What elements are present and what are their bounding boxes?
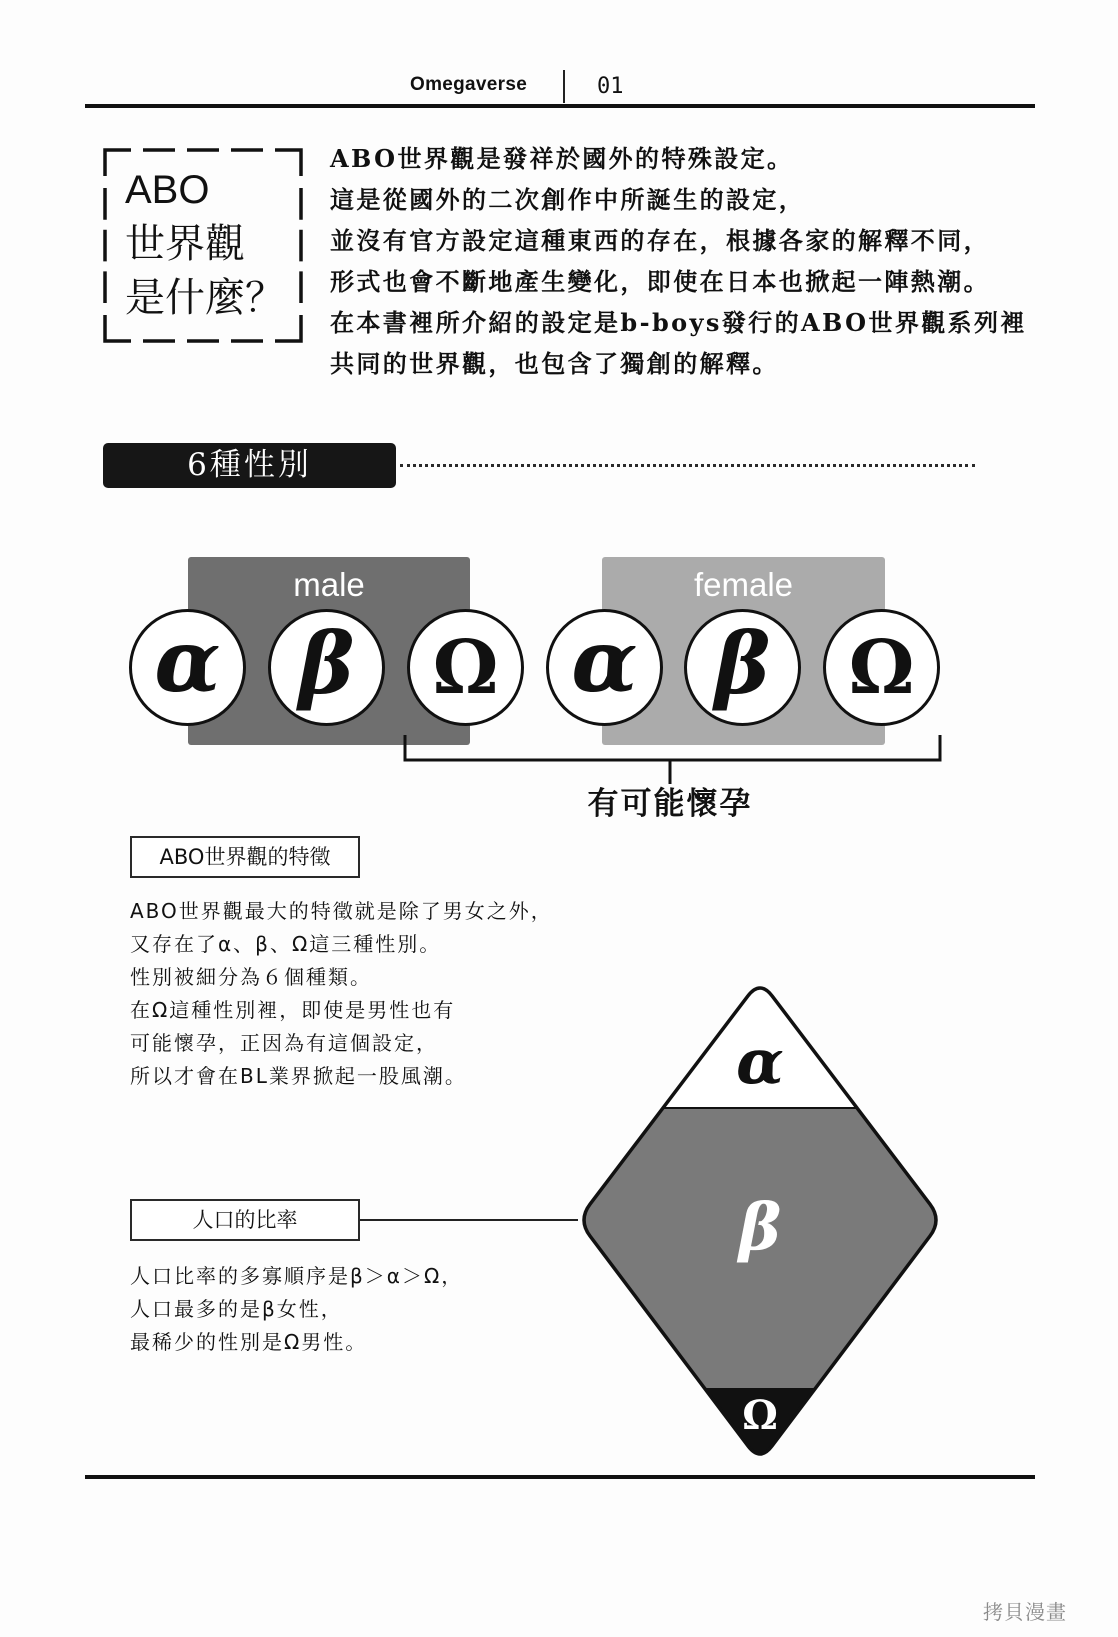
omega-symbol: Ω	[848, 624, 915, 711]
male-beta-circle	[268, 609, 385, 726]
intro-title	[125, 163, 285, 325]
features-line: 性別被細分為６個種類。	[130, 965, 372, 989]
population-label-box	[130, 1199, 360, 1241]
footer-rule	[85, 1475, 1035, 1479]
diamond-beta-label: β	[738, 1190, 782, 1265]
population-connector-line	[360, 1219, 578, 1221]
population-line: 人口比率的多寡順序是β＞α＞Ω，	[130, 1264, 464, 1288]
intro-title-line: ABO	[125, 168, 210, 212]
diamond-omega-label: Ω	[742, 1392, 778, 1439]
section-dotted-leader	[400, 464, 975, 467]
intro-line: 並沒有官方設定這種東西的存在，根據各家的解釋不同，	[330, 226, 990, 255]
beta-symbol: β	[298, 613, 355, 713]
watermark: 拷貝漫畫	[983, 1600, 1067, 1624]
female-omega-circle	[823, 609, 940, 726]
header-rule	[85, 104, 1035, 108]
intro-line: 在本書裡所介紹的設定是b-boys發行的ABO世界觀系列裡	[330, 308, 1027, 337]
features-line: 在Ω這種性別裡，即使是男性也有	[130, 998, 456, 1022]
population-diamond	[570, 975, 950, 1470]
header-divider	[563, 70, 565, 103]
female-beta-circle	[684, 609, 801, 726]
female-alpha-circle	[546, 609, 663, 726]
pregnancy-bracket	[400, 730, 945, 786]
bracket-line	[405, 735, 940, 760]
features-line: ABO世界觀最大的特徵就是除了男女之外，	[130, 899, 553, 923]
features-label-box	[130, 836, 360, 878]
features-paragraph	[130, 895, 553, 1093]
omega-symbol: Ω	[432, 624, 499, 711]
intro-line: 共同的世界觀，也包含了獨創的解釋。	[330, 349, 779, 378]
alpha-symbol: α	[154, 610, 221, 712]
intro-title-line: 是什麼？	[125, 276, 285, 320]
section-heading: 6種性別	[103, 443, 396, 488]
series-title: Omegaverse	[410, 74, 528, 95]
population-line: 人口最多的是β女性，	[130, 1297, 343, 1321]
page-number: 01	[597, 74, 624, 99]
intro-line: 這是從國外的二次創作中所誕生的設定，	[330, 185, 806, 214]
population-line: 最稀少的性別是Ω男性。	[130, 1330, 368, 1354]
intro-line: ABO世界觀是發祥於國外的特殊設定。	[330, 144, 794, 173]
diamond-alpha-label: α	[736, 1025, 784, 1098]
female-label: female	[693, 566, 794, 603]
male-alpha-circle	[129, 609, 246, 726]
features-line: 又存在了α、β、Ω這三種性別。	[130, 932, 442, 956]
male-omega-circle	[407, 609, 524, 726]
pregnancy-label: 有可能懷孕	[587, 786, 753, 822]
alpha-symbol: α	[571, 610, 638, 712]
features-label: ABO世界觀的特徵	[159, 845, 331, 869]
male-label: male	[293, 566, 365, 603]
features-line: 可能懷孕，正因為有這個設定，	[130, 1031, 438, 1055]
population-label: 人口的比率	[192, 1208, 298, 1232]
intro-paragraph	[330, 138, 1027, 384]
features-line: 所以才會在BL業界掀起一股風潮。	[130, 1064, 467, 1088]
beta-symbol: β	[714, 613, 771, 713]
intro-line: 形式也會不斷地產生變化，即使在日本也掀起一陣熱潮。	[330, 267, 990, 296]
intro-title-line: 世界觀	[125, 222, 245, 266]
population-paragraph	[130, 1260, 463, 1359]
